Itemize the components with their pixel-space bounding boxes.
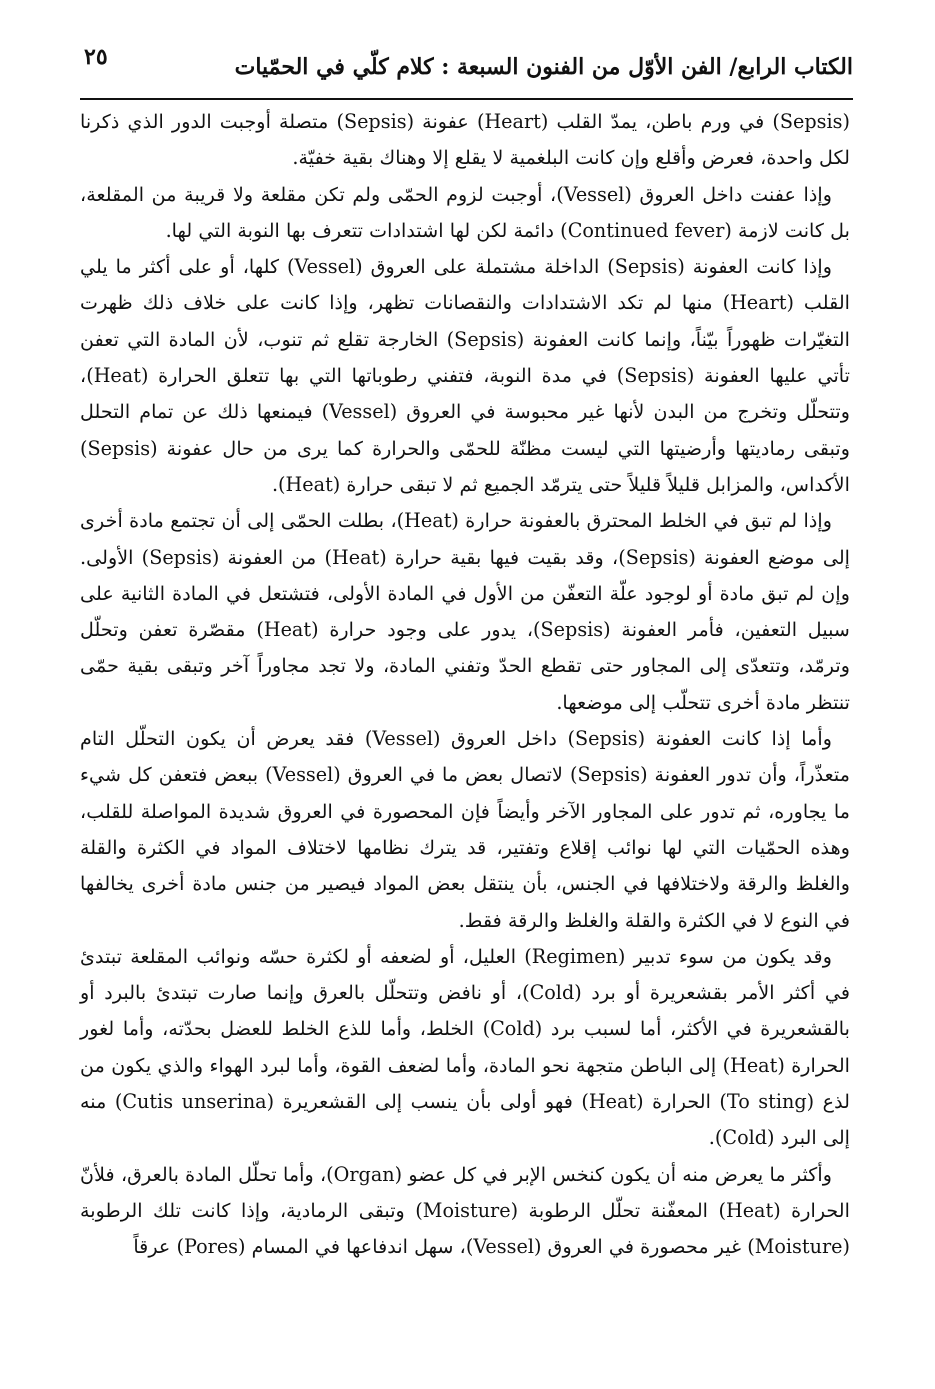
- paragraph: وأكثر ما يعرض منه أن يكون كنخس الإبر في كل عضو (Organ)، وأما تحلّل المادة بالعرق، فلأنّ الحرارة (Heat) المعفّنة تحلّل الرطوبة (Moisture) وتبقى الرمادية، وإذا كانت تلك الرطوبة (Moisture) غير محصورة في العروق (Vessel)، سهل اندفاعها في المسام (Pores) عرقاً: [80, 1162, 850, 1259]
- page-number: ٢٥: [84, 44, 108, 70]
- paragraph: وأما إذا كانت العفونة (Sepsis) داخل العروق (Vessel) فقد يعرض أن يكون التحلّل التام متعذّراً، وأن تدور العفونة (Sepsis) لاتصال بعض ما في العروق (Vessel) ببعض فتعفن كل شيء ما يجاوره، ثم تدور على المجاور الآخر وأيضاً فإن المحصورة في العروق شديدة المواصلة للقلب، وهذه الحمّيات التي لها نوائب إقلاع وتفتير، قد يترك نظامها لاختلاف المواد في الكثرة والقلة والغلظ والرقة ولاختلافها في الجنس، بأن ينتقل بعض المواد فيصير من جنس مادة أخرى يخالفها في النوع لا في الكثرة والقلة والغلظ والرقة فقط.: [80, 727, 850, 932]
- paragraph: وإذا عفنت داخل العروق (Vessel)، أوجبت لزوم الحمّى ولم تكن مقلعة ولا قريبة من المقلعة، بل كانت لازمة (Continued fever) دائمة لكن لها اشتدادات تتعرف بها النوبة التي لها.: [80, 182, 850, 242]
- paragraph: وإذا كانت العفونة (Sepsis) الداخلة مشتملة على العروق (Vessel) كلها، أو على أكثر ما يلي القلب (Heart) منها لم تكد الاشتدادات والنقصانات تظهر، وإذا كانت على خلاف ذلك ظهرت التغيّرات ظهوراً بيّناً، وإنما كانت العفونة (Sepsis) الخارجة تقلع ثم تنوب، لأن المادة التي تعفن تأتي عليها العفونة (Sepsis) في مدة النوبة، فتفني رطوباتها التي بها تتعلق الحرارة (Heat)، وتتحلّل وتخرج من البدن لأنها غير محبوسة في العروق (Vessel) فيمنعها ذلك عن تمام التحلل وتبقى رماديتها وأرضيتها التي ليست مظنّة للحمّى والحرارة كما يرى من حال عفونة (Sepsis) الأكداس، والمزابل قليلاً قليلاً حتى يترمّد الجميع ثم لا تبقى حرارة (Heat).: [80, 255, 850, 496]
- header-rule: [80, 98, 853, 100]
- paragraph: وقد يكون من سوء تدبير (Regimen) العليل، أو لضعفه أو لكثرة حسّه ونوائب المقلعة تبتدئ في أكثر الأمر بقشعريرة أو برد (Cold)، أو نافض وتتحلّل بالعرق وإنما صارت تبتدئ بالبرد أو بالقشعريرة في الأكثر، أما لسبب برد (Cold) الخلط، وأما للذع الخلط للعضل بحدّته، وأما لغور الحرارة (Heat) إلى الباطن متجهة نحو المادة، وأما لضعف القوة، وأما لبرد الهواء والذي يكون من لذع (To sting) الحرارة (Heat) فهو أولى بأن ينسب إلى القشعريرة (Cutis unserina) منه إلى البرد (Cold).: [80, 944, 850, 1150]
- body-text: [80, 104, 850, 1266]
- page-header: [80, 40, 853, 94]
- running-title: الكتاب الرابع/ الفن الأوّل من الفنون السبعة : كلام كلّي في الحمّيات: [234, 54, 853, 80]
- paragraph: وإذا لم تبق في الخلط المحترق بالعفونة حرارة (Heat)، بطلت الحمّى إلى أن تجتمع مادة أخرى إلى موضع العفونة (Sepsis)، وقد بقيت فيها بقية حرارة (Heat) من العفونة (Sepsis) الأولى. وإن لم تبق مادة أو لوجود علّة التعفّن من الأول في المادة الأولى، فتشتعل في المادة الثانية على سبيل التعفين، فأمر العفونة (Sepsis)، يدور على وجود حرارة (Heat) مقصّرة تعفن وتحلّل وترمّد، وتتعدّى إلى المجاور حتى تقطع الحدّ وتفني المادة، ولا تجد مجاوراً آخر وتبقى بقية حمّى تنتظر مادة أخرى تتحلّب إلى موضعها.: [80, 509, 850, 714]
- paragraph: (Sepsis) في ورم باطن، يمدّ القلب (Heart) عفونة (Sepsis) متصلة أوجبت الدور الذي ذكرنا لكل واحدة، فعرض وأقلع وإن كانت البلغمية لا يقلع إلا وهناك بقية خفيّة.: [80, 110, 850, 170]
